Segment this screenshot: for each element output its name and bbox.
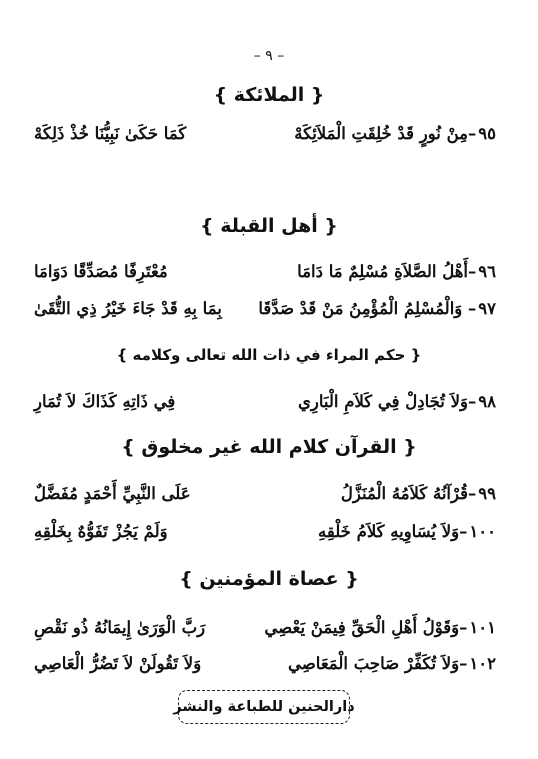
verse-95: [34, 120, 496, 146]
verse-first-hemistich: –وَقَوْلُ أَهْلِ الْحَقِّ فِيمَنْ يَعْصِي: [264, 617, 468, 637]
heading-quran: { القرآن كلام الله غير مخلوق }: [121, 436, 417, 458]
verse-first-hemistich: –وَلاَ تُكَفِّرْ صَاحِبَ الْمَعَاصِي: [288, 653, 468, 673]
verse-first-hemistich: –وَلاَ يُسَاوِيهِ كَلاَمُ خَلْقِهِ: [318, 521, 468, 541]
verse-102: [34, 650, 496, 676]
heading-qibla: { أهل القبلة }: [200, 215, 338, 237]
verse-number: ٩٨: [478, 391, 496, 411]
heading-angels: { الملائكة }: [213, 84, 325, 106]
verse-second-hemistich: وَلاَ تَقُولَنْ لاَ تَضُرُّ الْعَاصِي: [34, 653, 202, 673]
publisher-box: [173, 690, 355, 724]
verse-second-hemistich: مُعْتَرِفًا مُصَدِّقًا دَوَامَا: [34, 261, 168, 281]
verse-number: ١٠٢: [469, 653, 496, 673]
heading-sinners: { عصاة المؤمنين }: [179, 568, 359, 590]
verse-second-hemistich: كَمَا حَكَىٰ نَبِيُّنَا خُذْ ذَلِكَهْ: [34, 123, 187, 143]
verse-99: [34, 480, 496, 506]
publisher-name: دارالحنين للطباعة والنشر: [173, 699, 355, 715]
page-number: – ٩ –: [253, 48, 285, 64]
verse-first-hemistich: –وَلاَ تُجَادِلْ فِي كَلاَمِ الْبَارِي: [297, 391, 477, 411]
verse-number: ٩٧: [478, 298, 496, 318]
verse-first-hemistich: – وَالْمُسْلِمُ الْمُؤْمِنُ مَنْ قَدْ صَدَّقَا: [258, 298, 477, 318]
verse-100: [34, 518, 496, 544]
verse-number: ٩٦: [478, 261, 496, 281]
verse-second-hemistich: بِمَا بِهِ قَدْ جَاءَ خَيْرُ ذِي التُّقَىٰ: [34, 298, 222, 318]
verse-second-hemistich: وَلَمْ يَجُزْ تَفَوُّهٌ بِخَلْقِهِ: [34, 521, 168, 541]
verse-number: ٩٩: [478, 483, 496, 503]
verse-second-hemistich: رَبَّ الْوَرَىٰ إِيمَانُهُ ذُو نَقْصِ: [34, 617, 206, 637]
verse-number: ٩٥: [478, 123, 496, 143]
verse-96: [34, 258, 496, 284]
verse-97: [34, 295, 496, 321]
verse-number: ١٠١: [469, 617, 496, 637]
heading-ruling: { حكم المراء في ذات الله تعالى وكلامه }: [116, 346, 422, 364]
verse-101: [34, 614, 496, 640]
verse-second-hemistich: فِي ذَاتِهِ كَذَاكَ لاَ تُمَارِ: [34, 391, 176, 411]
verse-first-hemistich: –أَهْلُ الصَّلاَةِ مُسْلِمٌ مَا دَامَا: [297, 261, 477, 281]
verse-number: ١٠٠: [469, 521, 496, 541]
verse-second-hemistich: عَلَى النَّبِيِّ أَحْمَدٍ مُفَضَّلٌ: [34, 483, 191, 503]
verse-98: [34, 388, 496, 414]
verse-first-hemistich: –قُرْآنُهُ كَلاَمُهُ الْمُنَزَّلُ: [340, 483, 477, 503]
verse-first-hemistich: –مِنْ نُورٍ قَدْ خُلِقَتِ الْمَلاَئِكَهْ: [294, 123, 477, 143]
